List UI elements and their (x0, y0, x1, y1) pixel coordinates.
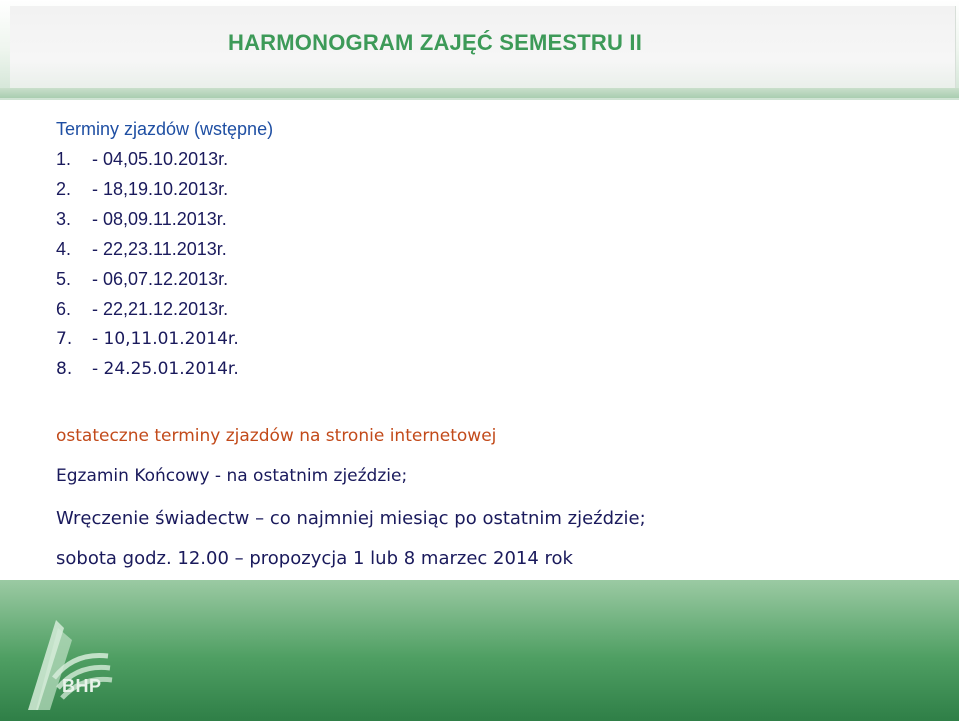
date-text: - 22,23.11.2013r. (92, 239, 227, 259)
date-number: 7. (56, 329, 73, 349)
footer-band (0, 580, 959, 721)
slide-title: HARMONOGRAM ZAJĘĆ SEMESTRU II (228, 30, 643, 55)
date-item (56, 328, 273, 358)
date-item (56, 358, 273, 388)
saturday-note: sobota godz. 12.00 – propozycja 1 lub 8 marzec 2014 rok (56, 548, 573, 569)
date-number: 2. (56, 179, 72, 199)
dates-section (56, 118, 273, 388)
header-stripe (0, 88, 959, 98)
date-item (56, 148, 273, 178)
exam-note: Egzamin Końcowy - na ostatnim zjeździe; (56, 466, 408, 486)
certificate-note: Wręczenie świadectw – co najmniej miesiąc po ostatnim zjeździe; (56, 508, 646, 529)
date-item (56, 208, 273, 238)
date-item (56, 238, 273, 268)
bhp-logo-text: BHP (62, 676, 102, 696)
date-text: - 18,19.10.2013r. (92, 179, 229, 199)
date-item (56, 298, 273, 328)
date-text: - 10,11.01.2014r. (92, 329, 239, 349)
final-terms-note: ostateczne terminy zjazdów na stronie internetowej (56, 426, 497, 446)
subtitle: Terminy zjazdów (wstępne) (56, 119, 274, 139)
date-item (56, 178, 273, 208)
date-item (56, 268, 273, 298)
date-text: - 08,09.11.2013r. (92, 209, 227, 229)
date-number: 5. (56, 269, 72, 289)
date-number: 1. (56, 149, 72, 169)
date-number: 3. (56, 209, 72, 229)
date-number: 4. (56, 239, 72, 259)
date-number: 6. (56, 299, 72, 319)
date-text: - 22,21.12.2013r. (92, 299, 229, 319)
date-text: - 24.25.01.2014r. (92, 359, 239, 379)
date-text: - 04,05.10.2013r. (92, 149, 229, 169)
date-number: 8. (56, 359, 73, 379)
date-text: - 06,07.12.2013r. (92, 269, 229, 289)
